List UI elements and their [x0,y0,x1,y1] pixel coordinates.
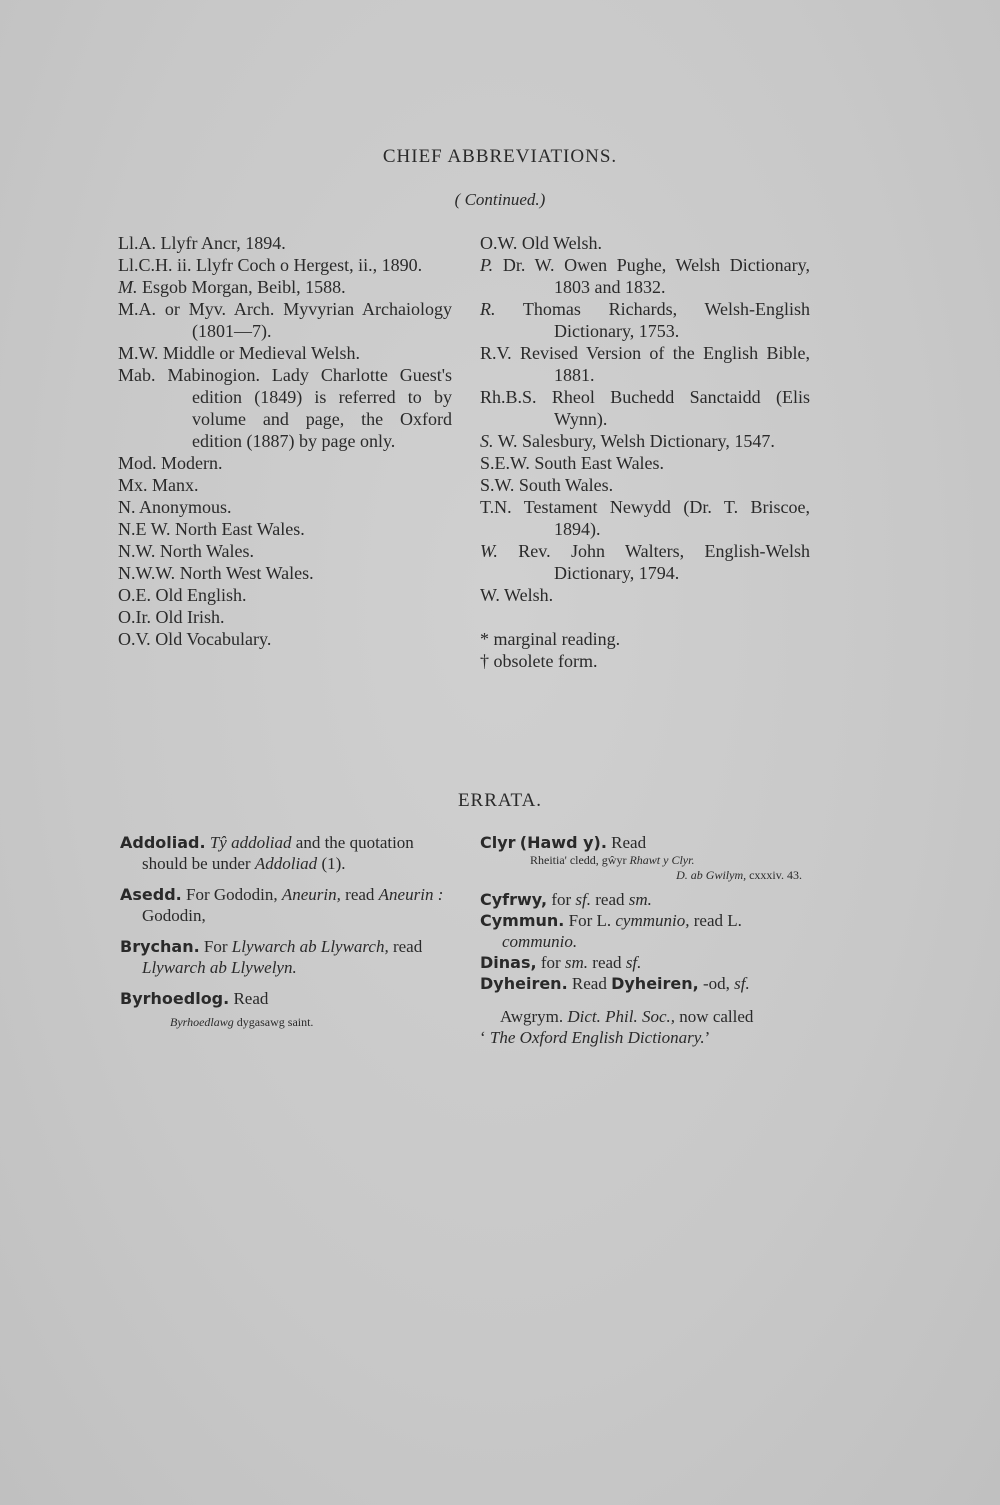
errata-entry: Cymmun. For L. cymmunio, read L. communio. [480,911,742,951]
abbreviations-left-column [118,232,452,650]
errata-entry: Dyheiren. Read Dyheiren, -od, sf. [480,974,750,993]
abbreviation-entry: S. W. Salesbury, Welsh Dictionary, 1547. [480,431,775,451]
errata-entry: Byrhoedlog. Read Byrhoedlawg dygasawg saint. [120,988,452,1030]
abbreviation-entry: N. Anonymous. [118,497,232,517]
abbreviation-entry: R.V. Revised Version of the English Bible, 1881. [480,343,810,385]
abbreviation-entry: O.E. Old English. [118,585,247,605]
abbreviation-entry: O.Ir. Old Irish. [118,607,225,627]
errata-entry: Asedd. For Gododin, Aneurin, read Aneurin : Gododin, [120,885,444,925]
abbreviation-entry: T.N. Testament Newydd (Dr. T. Briscoe, 1894). [480,497,810,539]
abbreviation-entry: Mod. Modern. [118,453,223,473]
abbreviations-title: CHIEF ABBREVIATIONS. [382,146,618,167]
abbreviation-entry: W. Rev. John Walters, English-Welsh Dictionary, 1794. [480,541,811,583]
errata-entry: Addoliad. Tŷ addoliad and the quotation should be under Addoliad (1). [120,833,414,873]
abbreviation-entry: N.E W. North East Wales. [118,519,305,539]
abbreviation-entry: O.W. Old Welsh. [480,233,603,253]
errata-entry: Dinas, for sm. read sf. [480,953,642,972]
errata-quote: Rheitia' cledd, gŵyr Rhawt y Clyr. [530,853,695,867]
abbreviation-entry: S.E.W. South East Wales. [480,453,665,473]
abbreviation-entry: P. Dr. W. Owen Pughe, Welsh Dictionary, 1803 and 1832. [480,255,811,297]
abbreviation-entry: S.W. South Wales. [480,475,614,495]
abbreviation-entry: M.A. or Myv. Arch. Myvyrian Archaiology (1801—7). [118,299,452,341]
abbreviation-entry: W. Welsh. [480,585,554,605]
errata-entry: Brychan. For Llywarch ab Llywarch, read Llywarch ab Llywelyn. [120,937,423,977]
note-marginal-reading: * marginal reading. [480,629,621,649]
abbreviation-entry: Rh.B.S. Rheol Buchedd Sanctaidd (Elis Wynn). [480,387,810,429]
errata-quote: Byrhoedlawg dygasawg saint. [170,1015,314,1029]
errata-title: ERRATA. [457,790,543,811]
note-obsolete-form: † obsolete form. [480,651,598,671]
errata-entry: Cyfrwy, for sf. read sm. [480,890,652,909]
abbreviation-entry: R. Thomas Richards, Welsh-English Dictionary, 1753. [480,299,810,341]
abbreviation-entry: Mx. Manx. [118,475,199,495]
abbreviation-entry: N.W.W. North West Wales. [118,563,314,583]
errata-entry: Clyr (Hawd y). Read Rheitia' cledd, gŵyr Rhawt y Clyr. D. ab Gwilym, cxxxiv. 43. [480,832,812,883]
abbreviations-right-column [480,232,810,672]
errata-entry-awgrym: Awgrym. Dict. Phil. Soc., now called ‘ The Oxford English Dictionary.’ [480,1007,754,1047]
abbreviation-entry: Ll.C.H. ii. Llyfr Coch o Hergest, ii., 1890. [118,255,423,275]
abbreviation-entry: M. Esgob Morgan, Beibl, 1588. [118,277,346,297]
errata-quote-citation: D. ab Gwilym, cxxxiv. 43. [676,868,802,882]
errata-right-column [480,832,812,1058]
abbreviation-entry: Ll.A. Llyfr Ancr, 1894. [118,233,286,253]
abbreviation-entry: Mab. Mabinogion. Lady Charlotte Guest's edition (1849) is referred to by volume and page, the Oxford edition (1887) by page only. [118,365,452,451]
errata-left-column [120,832,452,1040]
abbreviation-entry: O.V. Old Vocabulary. [118,629,272,649]
abbreviations-subtitle: ( Continued.) [454,190,546,209]
abbreviation-entry: M.W. Middle or Medieval Welsh. [118,343,361,363]
abbreviation-entry: N.W. North Wales. [118,541,255,561]
